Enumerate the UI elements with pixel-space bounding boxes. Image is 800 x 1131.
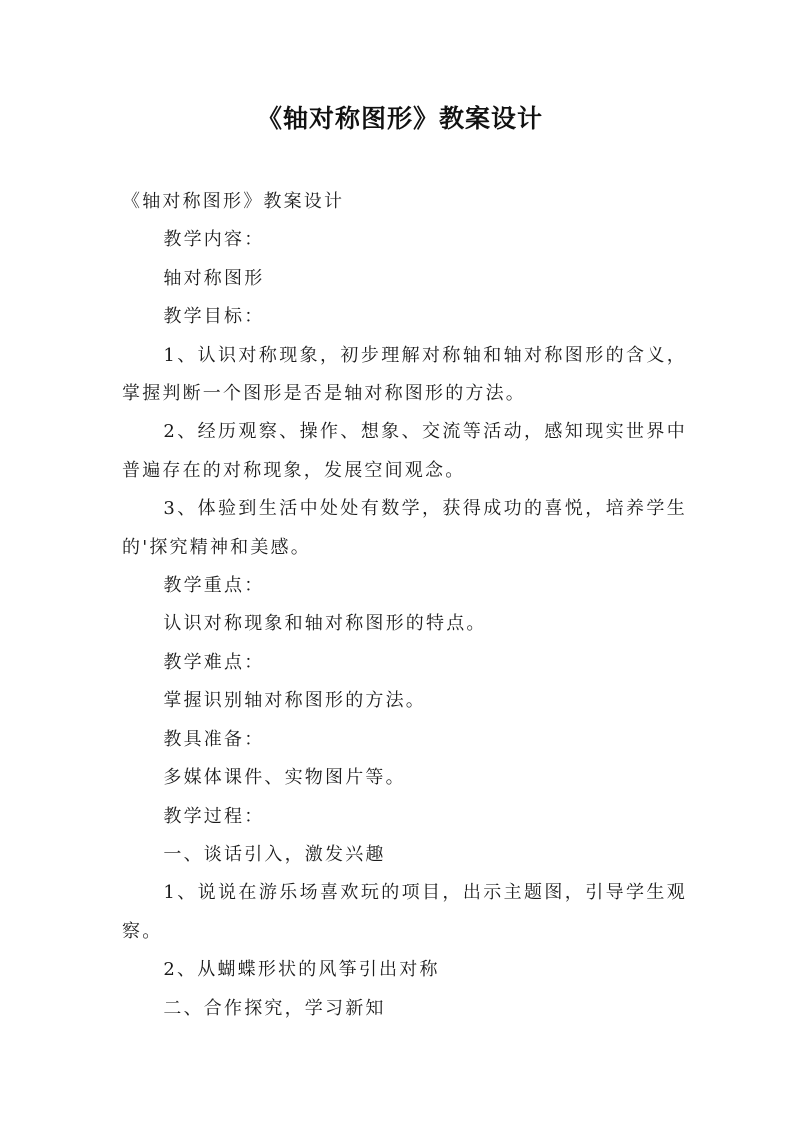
heading-difficulties: 教学难点： — [163, 651, 265, 673]
section-heading-1: 一、谈话引入，激发兴趣 — [163, 843, 386, 865]
heading-process: 教学过程： — [163, 805, 265, 827]
goal-item-1: 1、认识对称现象，初步理解对称轴和轴对称图形的含义，掌握判断一个图形是否是轴对称图形的方法。 — [122, 344, 687, 405]
heading-teaching-content: 教学内容： — [163, 229, 265, 251]
heading-materials: 教具准备： — [163, 728, 265, 750]
heading-teaching-goals: 教学目标： — [163, 306, 265, 328]
section-heading-2: 二、合作探究，学习新知 — [163, 997, 386, 1019]
document-title: 《轴对称图形》教案设计 — [256, 104, 543, 133]
goal-item-2: 2、经历观察、操作、想象、交流等活动，感知现实世界中普遍存在的对称现象，发展空间观念。 — [122, 421, 687, 481]
paragraph-key-points: 认识对称现象和轴对称图形的特点。 — [163, 613, 487, 635]
process-item-1: 1、说说在游乐场喜欢玩的项目，出示主题图，引导学生观察。 — [122, 882, 687, 942]
process-item-2: 2、从蝴蝶形状的风筝引出对称 — [163, 959, 440, 981]
heading-key-points: 教学重点： — [163, 575, 265, 597]
goal-item-3: 3、体验到生活中处处有数学，获得成功的喜悦，培养学生的'探究精神和美感。 — [122, 498, 687, 558]
document-body — [122, 183, 687, 1028]
paragraph-subtitle: 《轴对称图形》教案设计 — [122, 191, 345, 212]
paragraph-materials: 多媒体课件、实物图片等。 — [163, 767, 406, 789]
paragraph-difficulties: 掌握识别轴对称图形的方法。 — [163, 690, 426, 712]
paragraph-content: 轴对称图形 — [163, 267, 265, 289]
